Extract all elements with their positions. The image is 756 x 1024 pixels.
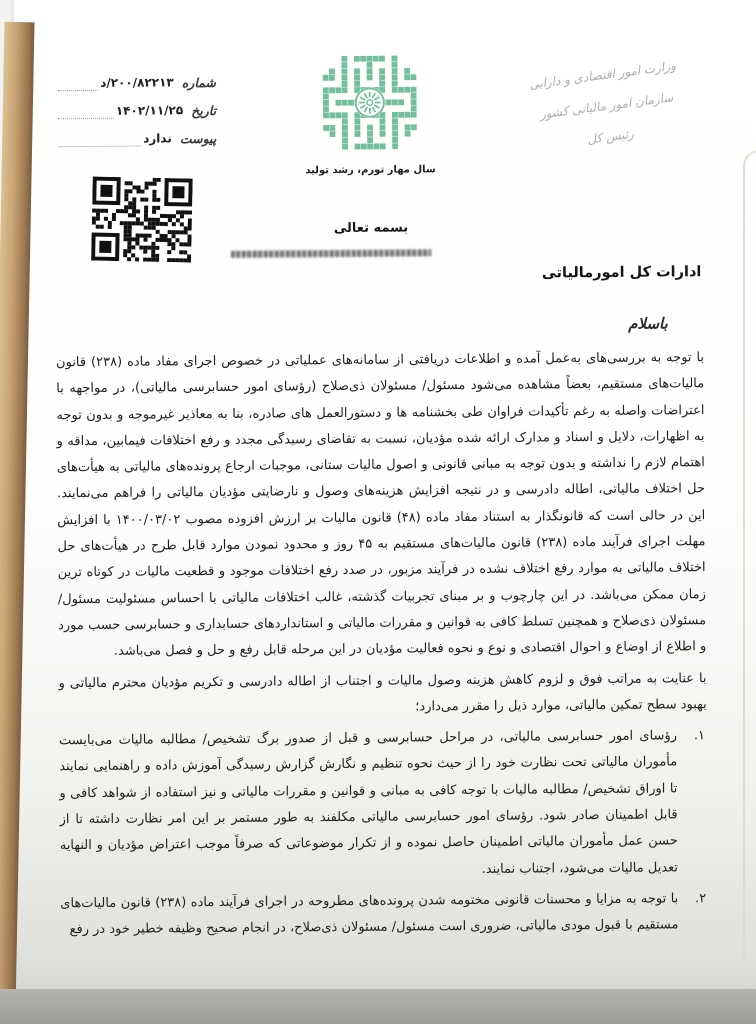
- number-label: شماره: [181, 74, 216, 91]
- tax-administration-logo-icon: [304, 55, 437, 150]
- date-value: ۱۴۰۲/۱۱/۲۵: [115, 103, 184, 118]
- emblem-column: [304, 55, 437, 176]
- ministry-name: وزارت امور اقتصادی و دارایی: [528, 58, 677, 92]
- director-general-title: رئیس کل: [586, 126, 635, 147]
- photo-bottom-band: [0, 989, 756, 1024]
- dotted-rule: [58, 77, 98, 91]
- header-meta: [58, 75, 217, 160]
- directive-items: [59, 723, 709, 943]
- meta-row-number: [58, 75, 216, 91]
- year-slogan: سال مهار تورم، رشد تولید: [305, 164, 436, 177]
- list-item: [59, 723, 708, 886]
- meta-row-attachment: [58, 131, 216, 147]
- paragraph-1: با توجه به بررسی‌های به‌عمل آمده و اطلاعات دریافتی از سامانه‌های عملیاتی در خصوص اجرای مفاد ماده (۲۳۸) قانون مالیات‌های مستقیم، بعضاً مشاهده می‌شود مسئول/ مسئولان ذی‌صلاح (رؤسای امور حسابرسی مالیاتی)، در مواجهه با اعتراضات واصله به رغم تأکیدات فراوان طی بخشنامه ها و دستورالعمل های صادره، بنا به معاذیر غیرموجه و بدون توجه به اظهارات، دلایل و اسناد و مدارک ارائه شده مؤدیان، نسبت به تقاضای رسیدگی مجدد و رفع اختلافات فیمابین، مداقه و اهتمام لازم را نداشته و بدون توجه به مبانی قانونی و اصول مالیات ستانی، موجبات ارجاع پرونده‌های مالیاتی به هیأت‌های حل اختلاف مالیاتی، اطاله دادرسی و در نتیجه افزایش هزینه‌های وصول و نارضایتی مؤدیان مالیاتی را فراهم می‌نمایند. این در حالی است که قانونگذار به استناد مفاد ماده (۴۸) قانون مالیات بر ارزش افزوده مصوب ۱۴۰۰/۰۳/۰۲ با افزایش مهلت اجرای فرآیند ماده (۲۳۸) قانون مالیات‌های مستقیم به ۴۵ روز و محدود نمودن موارد قابل طرح در هیأت‌های حل اختلاف مالیاتی به موارد رفع اختلاف نشده در فرآیند مزبور، در صدد رفع اختلافات موجود و قطعیت مالیات در کوتاه ترین زمان ممکن می‌باشد. در این چارچوب و بر مبنای تجربیات گذشته، غالب اختلافات مالیاتی با احساس مسئولیت مسئول/ مسئولان ذی‌صلاح و همچنین تسلط کافی به قوانین و مقررات مالیاتی و استانداردهای حسابداری و حسابرسی حسب مورد و اطلاع از اوضاع و احوال اقتصادی و نوع و نحوه فعالیت مؤدیان در این مرحله قابل رفع و حل و فصل می‌باشد.: [55, 350, 707, 660]
- item-number: ۲.: [695, 891, 707, 907]
- letter-body: [56, 345, 709, 949]
- item-text: رؤسای امور حسابرسی مالیاتی، در مراحل حسابرسی و قبل از صدور برگ تشخیص/ مطالبه مالیات می‌بایست مأموران مالیاتی تحت نظارت خود را از حیث نحوه تنظیم و نگارش گزارش رسیدگی آموزش داده و راهنمایی نمایند تا اوراق تشخیص/ مطالبه مالیات با توجه کافی به مبانی و قوانین و مقررات مالیاتی و نیز استفاده از شواهد کافی و قابل اطمینان صادر شود. رؤسای امور حسابرسی مالیاتی مکلفند به طور مستمر بر این امر نظارت داشته تا از حسن عمل مأموران مالیاتی اطمینان حاصل نموده و از تکرار موضوعاتی که صرفاً موجب اعتراض مؤدیان و النهایه تعدیل مالیات می‌شود، اجتناب نمایند.: [58, 728, 679, 877]
- list-item: [60, 886, 708, 944]
- ministry-letterhead: [494, 46, 719, 166]
- rounded-overlay-edge: [743, 150, 756, 1024]
- dotted-rule: [58, 133, 141, 148]
- meta-row-date: [58, 103, 216, 119]
- qr-code: [91, 177, 193, 263]
- attachment-value: ندارد: [143, 131, 172, 146]
- date-label: تاریخ: [191, 102, 217, 119]
- attachment-label: پیوست: [179, 130, 217, 147]
- organization-name: سازمان امور مالیاتی کشور: [538, 90, 674, 122]
- salutation: باسلام: [628, 314, 668, 333]
- paragraph-2: با عنایت به مراتب فوق و لزوم کاهش هزینه وصول مالیات و اجتناب از اطاله دادرسی و تکریم مؤدیان محترم مالیاتی و بهبود سطح تمکین مالیاتی، موارد ذیل را مقرر می‌دارد؛: [58, 670, 707, 715]
- number-value: ۲۰۰/۸۲۲۱۳/د: [100, 75, 174, 90]
- besmele-text: بسمه تعالی: [333, 220, 409, 237]
- fine-print-smudge: [231, 249, 431, 258]
- recipient-heading: ادارات کل امورمالیاتی: [541, 264, 702, 282]
- item-number: ۱.: [693, 728, 706, 744]
- item-text: با توجه به مزایا و محسنات قانونی مختومه شدن پرونده‌های مطروحه در اجرای فرآیند ماده (۲۳۸) قانون مالیات‌های مستقیم با قبول مودی مالیاتی، ضروری است مسئول/ مسئولان ذی‌صلاح، در انجام صحیح وظیفه خطیر خود در رفع: [60, 891, 679, 938]
- dotted-rule: [58, 105, 114, 119]
